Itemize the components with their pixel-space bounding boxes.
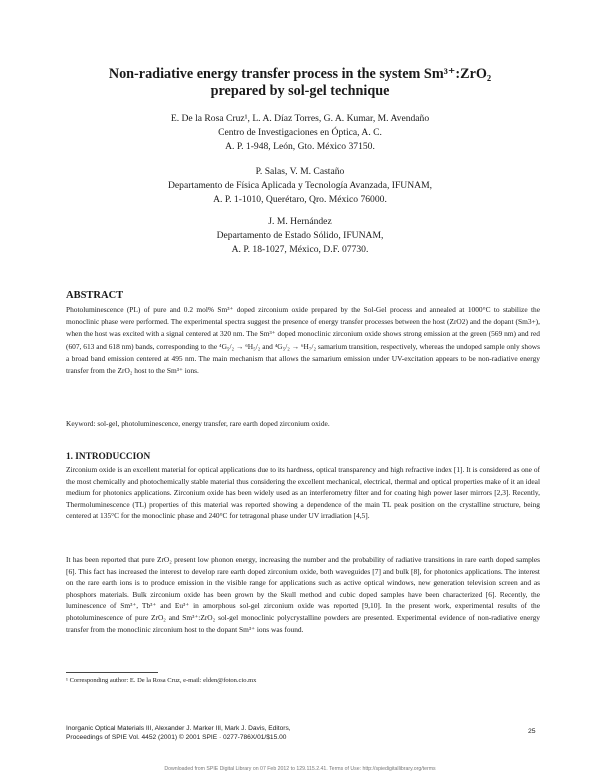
author-list: P. Salas, V. M. Castaño <box>255 166 345 177</box>
abstract-text: Photoluminescence (PL) of pure and 0.2 mol% Sm³⁺ doped zirconium oxide prepared by the Sol-Gel process and annealed at 1000°C to stabilize the monoclinic phase were performed. The experimental spectra suggest the presence of energy transfer processes between the host (ZrO2) and the dopant (Sm3+), when the host was excited with a signal centered at 320 nm. The Sm³⁺ doped monoclinic zirconium oxide shows strong emission at the green (569 nm) and red (607, 613 and 618 nm) bands, corresponding to the ⁴G₅/₂ → ⁶H₅/₂ and ⁴G₅/₂ → ⁶H₇/₂ samarium transition, respectively, whereas the undoped sample only shows a broad band emission centered at 495 nm. The main mechanism that allows the samarium emission under UV-excitation appears to be non-radiative energy transfer from the ZrO₂ host to the Sm³⁺ ions. <box>66 305 540 376</box>
author-list: E. De la Rosa Cruz¹, L. A. Díaz Torres, G. A. Kumar, M. Avendaño <box>170 113 430 124</box>
affiliation-block-1 <box>60 112 540 154</box>
proceedings-info <box>66 724 291 742</box>
footnote-divider <box>66 672 158 673</box>
abstract-heading: ABSTRACT <box>66 290 124 301</box>
affiliation-block-2 <box>60 165 540 207</box>
introduction-paragraph-2: It has been reported that pure ZrO₂ present low phonon energy, increasing the number and the probability of radiative transitions in rare earth doped samples [6]. This fact has increased the interest to develop rare earth doped zirconium oxide, both waveguides [7] and bulk [8], for photonics applications. The interest on the rare earth ions is to produce emission in the visible range for applications such as active optical windows, new generation television screen and as phosphors materials. Bulk zirconium oxide has been grown by the Skull method and cubic doped samples have been characterized [6]. Recently, the luminescence of Sm³⁺, Tb³⁺ and Eu³⁺ in amorphous sol-gel zirconium oxide was reported [9,10]. In the present work, experimental results of the photoluminescence of pure ZrO₂ and Sm³⁺:ZrO₂ sol-gel monoclinic polycrystalline powders are presented. Experimental evidence of non-radiative energy transfer from the monoclinic zirconium host to the dopant Sm³⁺ ions was found. <box>66 555 540 634</box>
proceedings-line-2: Proceedings of SPIE Vol. 4452 (2001) © 2001 SPIE · 0277-786X/01/$15.00 <box>66 734 287 741</box>
institution: Departamento de Estado Sólido, IFUNAM, <box>216 230 384 241</box>
paper-title <box>60 66 540 100</box>
keywords: Keyword: sol-gel, photoluminescence, energy transfer, rare earth doped zirconium oxide. <box>66 419 330 428</box>
author-list: J. M. Hernández <box>268 216 332 227</box>
footnote: ¹ Corresponding author: E. De la Rosa Cruz, e-mail: elden@foton.cio.mx <box>66 677 257 684</box>
proceedings-line-1: Inorganic Optical Materials III, Alexander J. Marker III, Mark J. Davis, Editors, <box>66 725 291 732</box>
page-number: 25 <box>528 728 536 735</box>
address: A. P. 1-1010, Querétaro, Qro. México 76000. <box>213 194 387 205</box>
introduction-heading: 1. INTRODUCCION <box>66 452 151 462</box>
introduction-paragraph-1: Zirconium oxide is an excellent material for optical applications due to its hardness, optical transparency and high refractive index [1]. It is considered as one of the most chemically and photochemically stable material thus considering the excellent mechanical, electrical, thermal and optical properties make of it an ideal medium for photonics applications. Zirconium oxide has been widely used as an interferometry filter and for coating high power laser mirrors [2,3]. Recently, Thermoluminescence (TL) properties of this material was reported showing a dependence of the main TL peak position on the crystalline structure, being centered at 135°C for the monoclinic phase and 240°C for tetragonal phase under UV irradiation [4,5]. <box>66 465 540 521</box>
title-line-1: Non-radiative energy transfer process in the system Sm³⁺:ZrO₂ <box>108 66 492 82</box>
address: A. P. 18-1027, México, D.F. 07730. <box>231 244 369 255</box>
address: A. P. 1-948, León, Gto. México 37150. <box>225 141 375 152</box>
title-line-2: prepared by sol-gel technique <box>210 83 390 99</box>
institution: Centro de Investigaciones en Óptica, A. C. <box>218 127 382 138</box>
affiliation-block-3 <box>60 215 540 257</box>
download-notice: Downloaded from SPIE Digital Library on 07 Feb 2012 to 129.115.2.41. Terms of Use: http://spiedigitallibrary.org/terms <box>164 766 436 772</box>
institution: Departamento de Física Aplicada y Tecnología Avanzada, IFUNAM, <box>167 180 433 191</box>
